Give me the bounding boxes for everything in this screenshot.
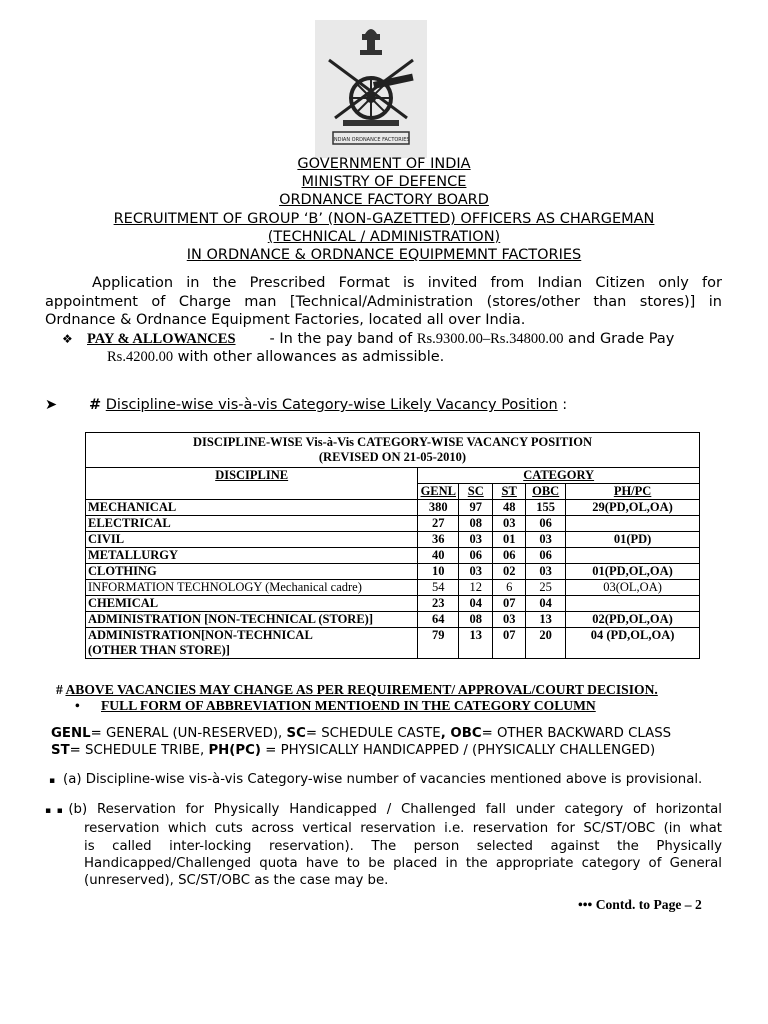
- pay-allowances-label: PAY & ALLOWANCES: [87, 331, 236, 347]
- continued-text: Contd. to Page – 2: [595, 897, 702, 912]
- table-title: DISCIPLINE-WISE Vis-à-Vis CATEGORY-WISE VACANCY POSITION: [86, 433, 700, 451]
- cell-ph: [566, 548, 700, 564]
- cell-sc: 03: [459, 532, 493, 548]
- cell-st: 07: [493, 628, 526, 659]
- cell-sc: 12: [459, 580, 493, 596]
- col-ph: PH/PC: [566, 484, 700, 500]
- abbr-comma: ,: [440, 726, 451, 741]
- continued-note: [578, 896, 738, 914]
- intro-line-3: Ordnance & Ordnance Equipment Factories, located all over India.: [45, 312, 526, 328]
- row-discipline: CHEMICAL: [86, 596, 418, 612]
- cell-st: 6: [493, 580, 526, 596]
- vacancy-table: [85, 432, 700, 659]
- table-category-header-row: [86, 468, 700, 484]
- table-title-row: [86, 433, 700, 451]
- col-obc: OBC: [526, 484, 566, 500]
- abbr-ph-key: PH(PC): [208, 743, 261, 758]
- abbr-st-value: = SCHEDULE TRIBE: [69, 743, 200, 758]
- cell-obc: 03: [526, 532, 566, 548]
- cell-sc: 03: [459, 564, 493, 580]
- pay-band: Rs.9300.00–Rs.34800.00: [416, 331, 564, 347]
- discipline-header: DISCIPLINE: [86, 468, 418, 500]
- cell-st: 02: [493, 564, 526, 580]
- cell-st: 01: [493, 532, 526, 548]
- row-discipline-line2: (OTHER THAN STORE)]: [88, 643, 230, 657]
- point-b-line-4: Handicapped/Challenged quota have to be placed in the appropriate category of General: [84, 856, 722, 871]
- double-square-bullet-icon: ▪▪: [45, 806, 69, 816]
- table-row: [86, 612, 700, 628]
- note-hash: #: [56, 682, 63, 697]
- abbr-genl-value: = GENERAL (UN-RESERVED),: [90, 726, 287, 741]
- pay-text-b: and Grade Pay: [563, 331, 675, 347]
- cell-ph: 02(PD,OL,OA): [566, 612, 700, 628]
- cell-obc: 04: [526, 596, 566, 612]
- cell-sc: 13: [459, 628, 493, 659]
- table-row: [86, 596, 700, 612]
- pay-text-c: with other allowances as admissible.: [173, 349, 445, 365]
- cell-genl: 23: [418, 596, 459, 612]
- vacancy-section-heading: [45, 396, 725, 414]
- row-discipline: [86, 628, 418, 659]
- cell-sc: 97: [459, 500, 493, 516]
- emblem-motto: INDIAN ORDNANCE FACTORIES: [332, 137, 410, 143]
- col-sc: SC: [459, 484, 493, 500]
- full-form-heading: [75, 697, 735, 715]
- dots-icon: •••: [578, 897, 593, 912]
- cell-st: 48: [493, 500, 526, 516]
- arrow-bullet-icon: ➤: [45, 397, 58, 413]
- cell-sc: 04: [459, 596, 493, 612]
- table-revised: (REVISED ON 21-05-2010): [86, 450, 700, 468]
- section-colon: :: [557, 397, 568, 413]
- table-row: [86, 516, 700, 532]
- heading-board: ORDNANCE FACTORY BOARD: [279, 192, 489, 208]
- cell-ph: [566, 596, 700, 612]
- section-hash: #: [89, 397, 102, 413]
- cell-st: 03: [493, 516, 526, 532]
- table-row: [86, 532, 700, 548]
- cell-obc: 25: [526, 580, 566, 596]
- row-discipline: INFORMATION TECHNOLOGY (Mechanical cadre): [86, 580, 418, 596]
- abbr-sc-key: SC: [286, 726, 306, 741]
- abbr-line-1: [51, 725, 741, 743]
- point-b-line-3: is called inter-locking reservation). The person selected against the Physically: [84, 839, 722, 854]
- abbr-ph-value: = PHYSICALLY HANDICAPPED / (PHYSICALLY CHALLENGED): [260, 743, 656, 758]
- category-header: CATEGORY: [418, 468, 700, 484]
- ordnance-factory-emblem: [315, 20, 427, 158]
- heading-ministry: MINISTRY OF DEFENCE: [301, 174, 467, 190]
- heading-recruitment: RECRUITMENT OF GROUP ‘B’ (NON-GAZETTED) OFFICERS AS CHARGEMAN: [113, 211, 655, 227]
- cell-ph: 03(OL,OA): [566, 580, 700, 596]
- abbr-st-key: ST: [51, 743, 70, 758]
- heading-technical-admin: (TECHNICAL / ADMINISTRATION): [267, 229, 501, 245]
- cell-genl: 36: [418, 532, 459, 548]
- table-row: [86, 548, 700, 564]
- table-row: [86, 564, 700, 580]
- cell-obc: 155: [526, 500, 566, 516]
- cell-ph: 01(PD,OL,OA): [566, 564, 700, 580]
- cell-obc: 06: [526, 516, 566, 532]
- cell-obc: 20: [526, 628, 566, 659]
- cell-sc: 08: [459, 516, 493, 532]
- intro-line-1: Application in the Prescribed Format is invited from Indian Citizen only for: [92, 275, 722, 291]
- cell-st: 03: [493, 612, 526, 628]
- note-change-text: ABOVE VACANCIES MAY CHANGE AS PER REQUIREMENT/ APPROVAL/COURT DECISION.: [65, 682, 658, 697]
- heading-factories: [0, 246, 768, 264]
- cell-obc: 13: [526, 612, 566, 628]
- cell-obc: 03: [526, 564, 566, 580]
- col-st: ST: [493, 484, 526, 500]
- full-form-text: FULL FORM OF ABBREVIATION MENTIOEND IN THE CATEGORY COLUMN: [101, 698, 596, 713]
- row-discipline: CIVIL: [86, 532, 418, 548]
- cell-genl: 54: [418, 580, 459, 596]
- cell-genl: 10: [418, 564, 459, 580]
- square-bullet-icon: ▪: [49, 776, 56, 786]
- point-b-line-1: [45, 801, 722, 820]
- abbr-sc-value: = SCHEDULE CASTE: [305, 726, 441, 741]
- cell-st: 06: [493, 548, 526, 564]
- cell-sc: 06: [459, 548, 493, 564]
- cell-sc: 08: [459, 612, 493, 628]
- row-discipline: METALLURGY: [86, 548, 418, 564]
- row-discipline-line1: ADMINISTRATION[NON-TECHNICAL: [88, 628, 313, 642]
- point-a-text: (a) Discipline-wise vis-à-vis Category-wise number of vacancies mentioned above is provisional.: [63, 772, 703, 787]
- cell-obc: 06: [526, 548, 566, 564]
- abbr-line-2: ST= SCHEDULE TRIBE, PH(PC) = PHYSICALLY HANDICAPPED / (PHYSICALLY CHALLENGED): [51, 743, 656, 758]
- cell-genl: 27: [418, 516, 459, 532]
- cell-genl: 64: [418, 612, 459, 628]
- heading-factories-rest: ORDNANCE & ORDNANCE EQUIPMEMNT FACTORIES: [201, 247, 582, 263]
- intro-line-2: appointment of Charge man [Technical/Administration (stores/other than stores)] in: [45, 294, 722, 310]
- diamond-bullet-icon: ❖: [62, 332, 73, 346]
- section-title: Discipline-wise vis-à-vis Category-wise Likely Vacancy Position: [105, 397, 558, 413]
- heading-government: GOVERNMENT OF INDIA: [297, 156, 471, 172]
- point-b-line-2: reservation which cuts across vertical reservation i.e. reservation for SC/ST/OBC (in what: [84, 821, 722, 836]
- cell-genl: 380: [418, 500, 459, 516]
- row-discipline: ADMINISTRATION [NON-TECHNICAL (STORE)]: [86, 612, 418, 628]
- cell-ph: 01(PD): [566, 532, 700, 548]
- grade-pay: Rs.4200.00: [107, 349, 174, 365]
- row-discipline: MECHANICAL: [86, 500, 418, 516]
- row-discipline: CLOTHING: [86, 564, 418, 580]
- point-a: [49, 771, 749, 790]
- table-row: [86, 580, 700, 596]
- pay-allowances: [62, 330, 724, 348]
- round-bullet-icon: •: [75, 698, 80, 713]
- col-genl: GENL: [418, 484, 459, 500]
- table-revised-row: [86, 450, 700, 468]
- pay-text-a: - In the pay band of: [269, 331, 417, 347]
- cell-genl: 40: [418, 548, 459, 564]
- cell-ph: 29(PD,OL,OA): [566, 500, 700, 516]
- heading-factories-in: IN: [186, 247, 202, 263]
- row-discipline: ELECTRICAL: [86, 516, 418, 532]
- pay-line-2: [107, 348, 727, 366]
- cell-ph: [566, 516, 700, 532]
- abbr-genl-key: GENL: [51, 726, 91, 741]
- point-b-line-5: (unreserved), SC/ST/OBC as the case may be.: [84, 873, 389, 888]
- point-b-line-1-text: (b) Reservation for Physically Handicapped / Challenged fall under category of horizontal: [68, 802, 722, 817]
- table-row: [86, 628, 700, 659]
- cell-genl: 79: [418, 628, 459, 659]
- cell-st: 07: [493, 596, 526, 612]
- abbr-obc-value: = OTHER BACKWARD CLASS: [481, 726, 672, 741]
- abbr-obc-key: OBC: [450, 726, 482, 741]
- cell-ph: 04 (PD,OL,OA): [566, 628, 700, 659]
- emblem-icon: [315, 20, 427, 158]
- table-row: [86, 500, 700, 516]
